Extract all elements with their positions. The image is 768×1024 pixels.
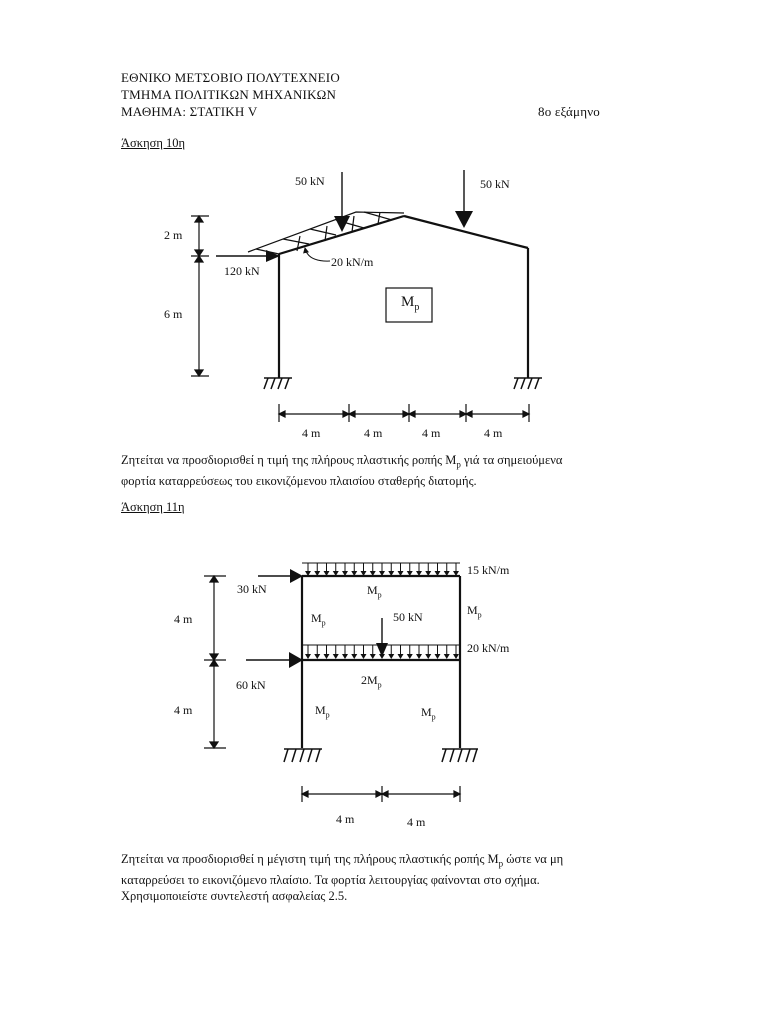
span2-11-label: 4 m (407, 815, 426, 829)
moment-top-beam-11: $M_p$ (367, 583, 382, 600)
exercise-11-statement: Ζητείται να προσδιορισθεί η μέγιστη τιμή της πλήρους πλαστικής ροπής $M_p$ ώστε να μη καταρρεύσει το εικονιζόμενο πλαίσιο. Τα φορτία λειτουργίας φαίνονται στο σχήμα. Χρησιμοποιείστε συντελεστή ασφαλείας 2.5. (121, 852, 564, 903)
moment-upper-right-col-11: $M_p$ (467, 603, 482, 620)
exercise-10-title: Άσκηση 10η (121, 136, 186, 150)
institution-name: ΕΘΝΙΚΟ ΜΕΤΣΟΒΙΟ ΠΟΛΥΤΕΧΝΕΙΟ (121, 70, 340, 85)
mid-dist-arrow-head (370, 654, 376, 659)
course-name: ΜΑΘΗΜΑ: ΣΤΑΤΙΚΗ V (121, 104, 258, 119)
mid-dist-arrow-head (305, 654, 311, 659)
department-name: ΤΜΗΜΑ ΠΟΛΙΤΙΚΩΝ ΜΗΧΑΝΙΚΩΝ (121, 87, 337, 102)
mid-dist-arrow-head (444, 654, 450, 659)
span1-10-label: 4 m (302, 426, 321, 440)
fixed-support-right-11 (442, 749, 478, 762)
top-dist-11-label: 15 kN/m (467, 563, 510, 577)
horizontal-load-bottom-11 (246, 652, 303, 668)
mid-dist-arrow-head (342, 654, 348, 659)
span4-10-label: 4 m (484, 426, 503, 440)
semester-label: 8ο εξάμηνο (538, 104, 600, 119)
span2-10-label: 4 m (364, 426, 383, 440)
moment-upper-left-col-11: $M_p$ (311, 611, 326, 628)
mid-dist-arrow-head (398, 654, 404, 659)
mid-dist-arrow-head (314, 654, 320, 659)
mid-dist-arrow-head (407, 654, 413, 659)
load-right-10-label: 50 kN (480, 177, 510, 191)
height-dimension-11 (204, 576, 226, 748)
mid-dist-arrow-head (324, 654, 330, 659)
mid-dist-arrow-head (416, 654, 422, 659)
mid-dist-11-label: 20 kN/m (467, 641, 510, 655)
mid-load-11-label: 50 kN (393, 610, 423, 624)
top-dist-arrows-11 (305, 563, 459, 576)
mid-dist-arrow-head (351, 654, 357, 659)
exercise-11-title: Άσκηση 11η (121, 500, 185, 514)
frame-11 (302, 576, 460, 748)
moment-mid-beam-11: $2M_p$ (361, 673, 382, 690)
dist-load-10-label: 20 kN/m (331, 255, 374, 269)
height-bottom-10-label: 6 m (164, 307, 183, 321)
fixed-support-left-11 (284, 749, 322, 762)
mid-dist-arrow-head (361, 654, 367, 659)
point-load-mid-11 (376, 618, 388, 657)
load-left-10-label: 50 kN (295, 174, 325, 188)
span3-10-label: 4 m (422, 426, 441, 440)
exercise-10-statement: Ζητείται να προσδιορισθεί η τιμή της πλήρους πλαστικής ροπής $M_p$ γιά τα σημειούμενα φορτία καταρρεύσεως του εικονιζόμενου πλαισίου σταθερής διατομής. (121, 453, 563, 488)
mid-dist-arrow-head (435, 654, 441, 659)
span1-11-label: 4 m (336, 812, 355, 826)
moment-lower-left-col-11: $M_p$ (315, 703, 330, 720)
height-upper-11-label: 4 m (174, 612, 193, 626)
height-lower-11-label: 4 m (174, 703, 193, 717)
mid-dist-arrow-head (333, 654, 339, 659)
bottom-load-11-label: 60 kN (236, 678, 266, 692)
mid-dist-arrow-head (425, 654, 431, 659)
top-load-11-label: 30 kN (237, 582, 267, 596)
mid-dist-arrow-head (453, 654, 459, 659)
span-dimension-11 (302, 786, 460, 802)
horizontal-load-10-label: 120 kN (224, 264, 260, 278)
mid-dist-arrow-head (388, 654, 394, 659)
horizontal-load-top-11 (258, 569, 303, 583)
moment-lower-right-col-11: $M_p$ (421, 705, 436, 722)
height-top-10-label: 2 m (164, 228, 183, 242)
mp-label-10: $M_p$ (401, 294, 420, 313)
